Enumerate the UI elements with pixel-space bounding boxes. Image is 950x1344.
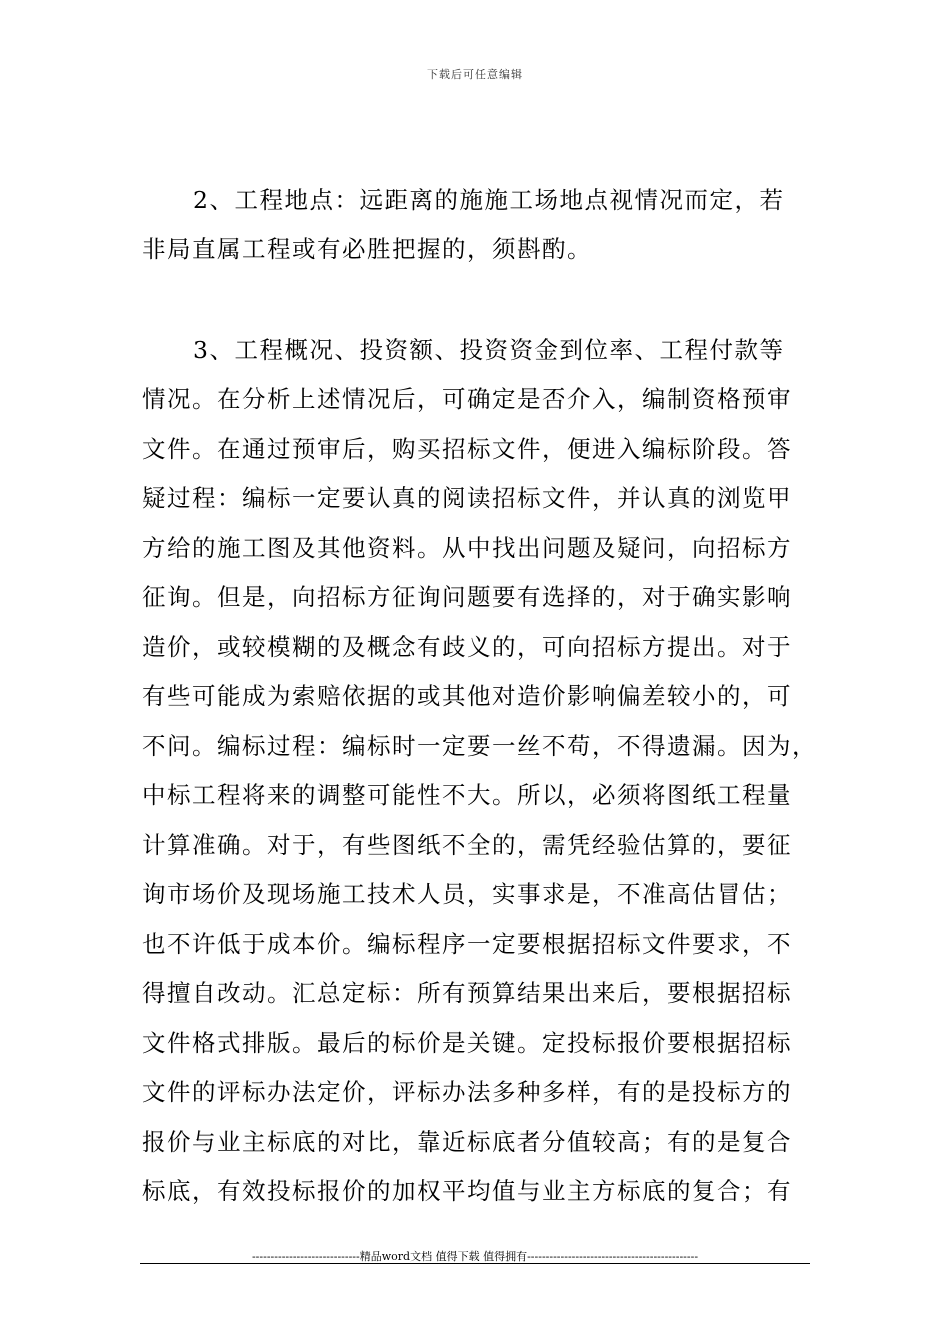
- text-line: 中标工程将来的调整可能性不大。所以，必须将图纸工程量: [142, 781, 792, 809]
- text-line: 报价与业主标底的对比，靠近标底者分值较高；有的是复合: [142, 1128, 792, 1156]
- text-line: 有些可能成为索赔依据的或其他对造价影响偏差较小的，可: [142, 682, 792, 710]
- text-line: 3、工程概况、投资额、投资资金到位率、工程付款等: [193, 336, 785, 364]
- footer-divider: [140, 1263, 810, 1264]
- text-line: 征询。但是，向招标方征询问题要有选择的，对于确实影响: [142, 583, 792, 611]
- page-header: 下载后可任意编辑: [427, 68, 523, 81]
- text-line: 不问。编标过程：编标时一定要一丝不苟，不得遗漏。因为，: [142, 732, 817, 760]
- text-line: 文件的评标办法定价，评标办法多种多样，有的是投标方的: [142, 1078, 792, 1106]
- text-line: 疑过程：编标一定要认真的阅读招标文件，并认真的浏览甲: [142, 484, 792, 512]
- text-line: 询市场价及现场施工技术人员，实事求是，不准高估冒估；: [142, 880, 792, 908]
- text-line: 也不许低于成本价。编标程序一定要根据招标文件要求，不: [142, 930, 792, 958]
- text-line: 文件格式排版。最后的标价是关键。定投标报价要根据招标: [142, 1029, 792, 1057]
- text-line: 文件。在通过预审后，购买招标文件，便进入编标阶段。答: [142, 435, 792, 463]
- text-line: 标底，有效投标报价的加权平均值与业主方标底的复合；有: [142, 1177, 792, 1205]
- page-footer: -----------------------------精品word文档 值得下载 值得拥有----------------------------------------------: [251, 1250, 699, 1263]
- text-line: 非局直属工程或有必胜把握的，须斟酌。: [142, 235, 592, 263]
- text-line: 得擅自改动。汇总定标：所有预算结果出来后，要根据招标: [142, 979, 792, 1007]
- text-line: 造价，或较模糊的及概念有歧义的，可向招标方提出。对于: [142, 633, 792, 661]
- text-line: 情况。在分析上述情况后，可确定是否介入，编制资格预审: [142, 385, 792, 413]
- text-line: 2、工程地点：远距离的施施工场地点视情况而定，若: [193, 186, 785, 214]
- text-line: 方给的施工图及其他资料。从中找出问题及疑问，向招标方: [142, 534, 792, 562]
- text-line: 计算准确。对于，有些图纸不全的，需凭经验估算的，要征: [142, 831, 792, 859]
